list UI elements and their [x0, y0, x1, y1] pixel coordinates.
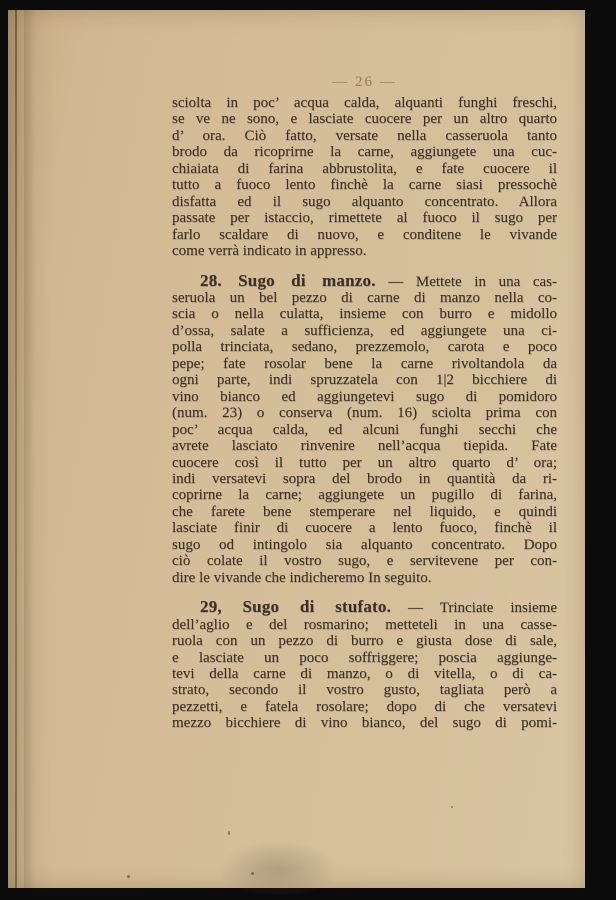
ink-smudge [220, 842, 336, 894]
body-text-column [172, 72, 557, 732]
text-line: ogni parte, indi spruzzatela con 1|2 bicchiere di [172, 372, 557, 389]
binding-crease-shadow [24, 10, 36, 888]
page-number: — 26 — [332, 74, 397, 90]
text-line: come verrà indicato in appresso. [172, 243, 367, 260]
text-line: tevi della carne di manzo, o di vitella, o di ca- [172, 665, 557, 682]
section-heading: 28. Sugo di manzo. [200, 270, 376, 290]
text-line: indi versatevi sopra del brodo in quantità da ri- [172, 470, 557, 487]
text-line: dell’aglio e del rosmarino; metteteli in una casse- [172, 616, 557, 633]
text-line: dire le vivande che indicheremo In seguito. [172, 569, 432, 586]
text-line: brodo da ricoprirne la carne, aggiungete una cuc- [172, 144, 557, 161]
paragraph-sugo-di-manzo [172, 270, 557, 587]
text-line: (num. 23) o conserva (num. 16) sciolta prima con [172, 405, 557, 422]
text-line: seruola un bel pezzo di carne di manzo nella co- [172, 289, 557, 306]
text-line: mezzo bicchiere di vino bianco, del sugo di pomi- [172, 715, 557, 732]
text-line: d’ossa, salate a sufficienza, ed aggiungete una ci- [172, 322, 557, 339]
paper-speck [127, 875, 130, 878]
paper-speck [228, 831, 230, 835]
text-segment: — Trinciate insieme [391, 600, 557, 617]
text-line: pepe; fate rosolar bene la carne rivoltandola da [172, 355, 557, 372]
text-segment: — Mettete in una cas- [375, 273, 557, 290]
text-line: poc’ acqua calda, ed alcuni funghi secchi che [172, 421, 557, 438]
text-line [172, 599, 557, 616]
text-line: disfatta ed il sugo alquanto concentrato. Allora [172, 193, 557, 210]
text-line: d’ ora. Ciò fatto, versate nella casseruola tanto [172, 127, 557, 144]
binding-crease-line [15, 10, 17, 888]
text-line: farlo scaldare di nuovo, e conditene le vivande [172, 226, 557, 243]
text-line: avrete lasciato rinvenire nell’acqua tiepida. Fate [172, 438, 557, 455]
text-line: scia o nella culatta, insieme con burro e midollo [172, 306, 557, 323]
text-line: sciolta in poc’ acqua calda, alquanti funghi freschi, [172, 95, 557, 111]
text-line: ruola con un pezzo di burro e giusta dose di sale, [172, 633, 557, 650]
paper-speck [451, 806, 453, 808]
text-line: tutto a fuoco lento finchè la carne siasi pressochè [172, 177, 557, 194]
page-surface [8, 10, 585, 888]
text-line: cuocere così il tutto per un altro quarto d’ ora; [172, 454, 557, 471]
text-line: chiaiata di farina abbrustolita, e fate cuocere il [172, 160, 557, 177]
text-line: pezzetti, e fatela rosolare; dopo di che versatevi [172, 698, 557, 715]
text-line: e lasciate un poco soffriggere; poscia aggiunge- [172, 649, 557, 666]
text-line: polla trinciata, sedano, prezzemolo, carota e poco [172, 339, 557, 356]
text-line: se ve ne sono, e lasciate cuocere per un altro quarto [172, 111, 557, 128]
paragraph-sugo-di-stufato [172, 599, 557, 732]
section-heading: 29, Sugo di stufato. [200, 597, 392, 617]
text-line: passate per istaccio, rimettete al fuoco il sugo per [172, 210, 557, 227]
text-line: vino bianco ed aggiungetevi sugo di pomidoro [172, 388, 557, 405]
text-line: sugo od intingolo sia alquanto concentrato. Dopo [172, 536, 557, 553]
text-line: ciò colate il vostro sugo, e servitevene per con- [172, 553, 557, 570]
paper-speck [251, 872, 254, 875]
text-line: che farete bene stemperare nel liquido, e quindi [172, 503, 557, 520]
text-line: strato, secondo il vostro gusto, tagliata però a [172, 682, 557, 699]
text-line: coprirne la carne; aggiungete un pugillo di farina, [172, 487, 557, 504]
text-line: lasciate finir di cuocere a lento fuoco, finchè il [172, 520, 557, 537]
paragraph-sauce-continuation [172, 95, 557, 260]
text-line [172, 270, 557, 290]
